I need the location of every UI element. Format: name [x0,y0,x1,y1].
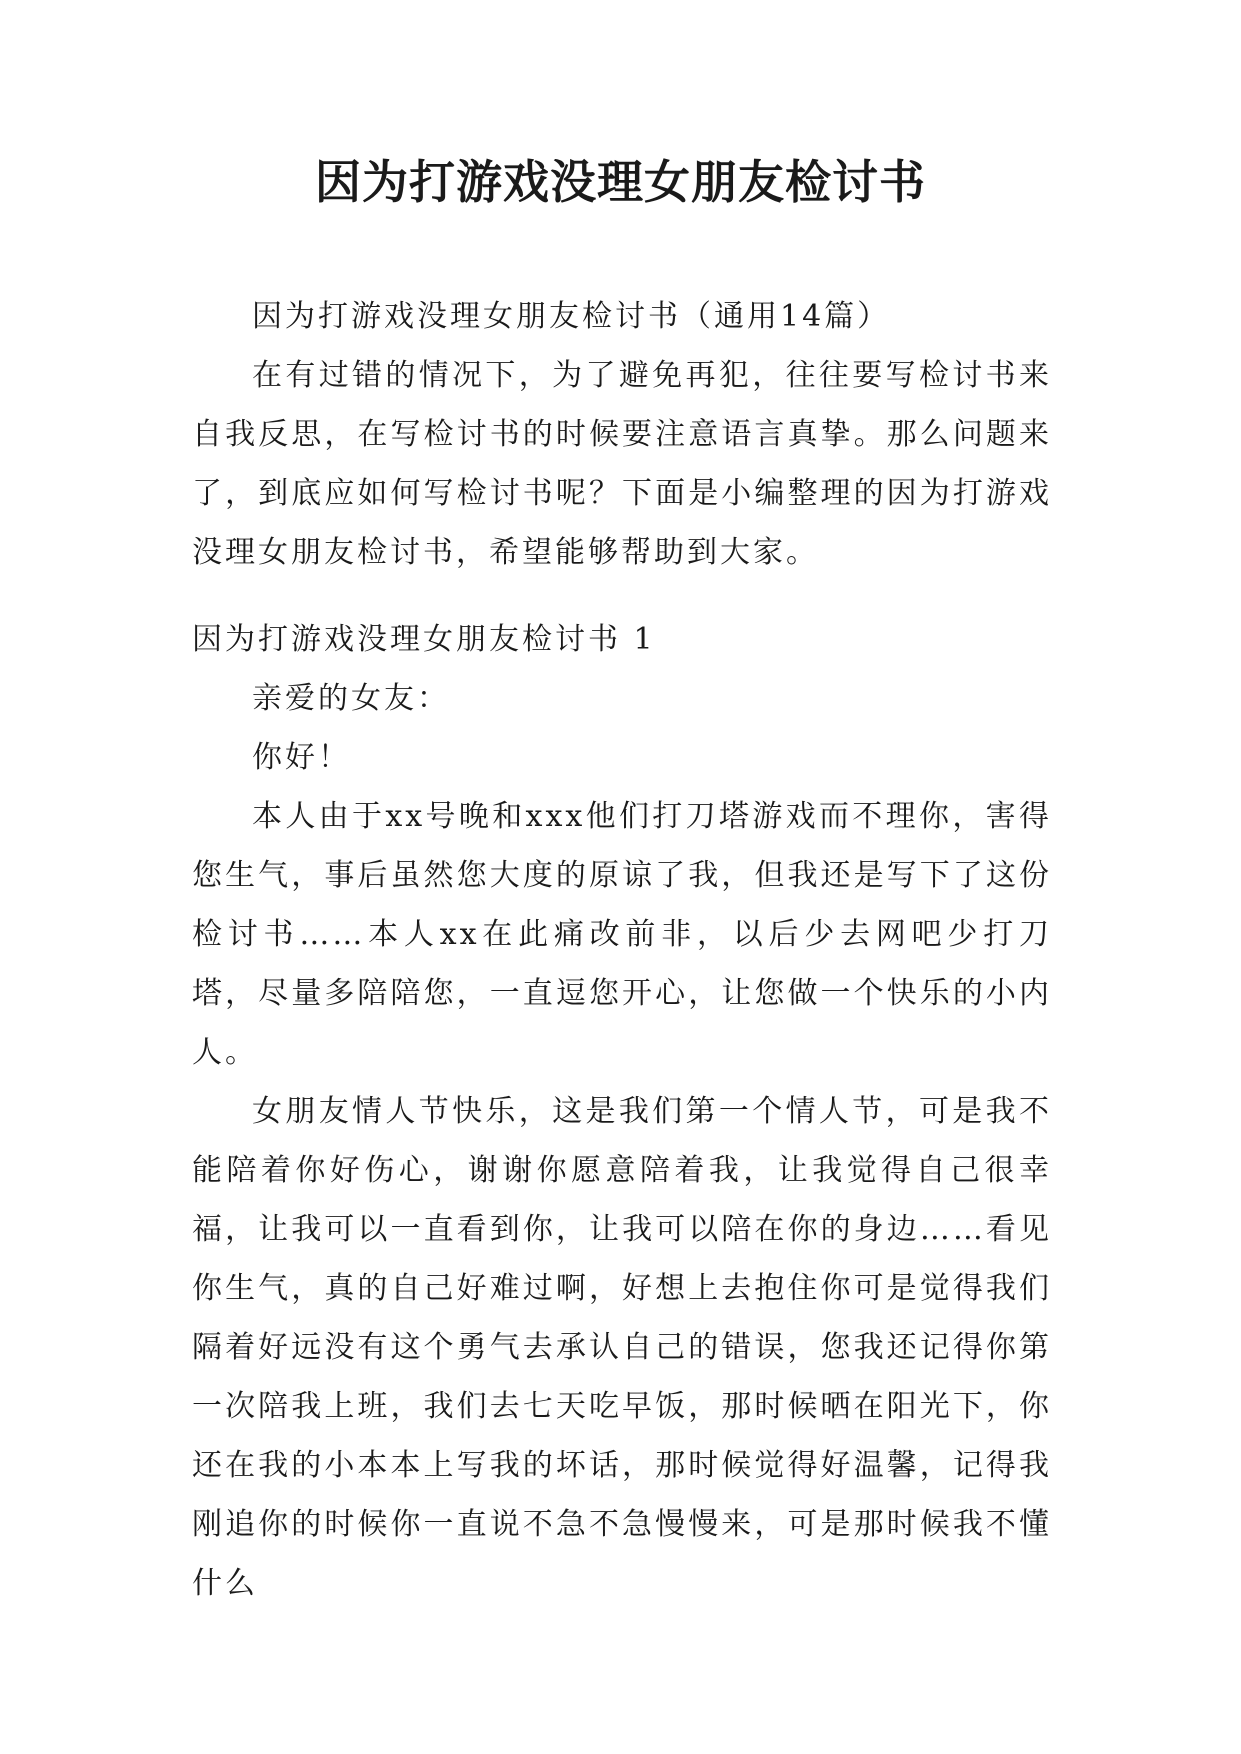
body-paragraph: 本人由于xx号晚和xxx他们打刀塔游戏而不理你，害得您生气，事后虽然您大度的原谅了我，但我还是写下了这份检讨书……本人xx在此痛改前非，以后少去网吧少打刀塔，尽量多陪陪您，一直逗您开心，让您做一个快乐的小内人。 [192,799,1052,1070]
section-heading: 因为打游戏没理女朋友检讨书 1 [192,622,656,657]
document-title: 因为打游戏没理女朋友检讨书 [315,155,926,209]
body-paragraph: 女朋友情人节快乐，这是我们第一个情人节，可是我不能陪着你好伤心，谢谢你愿意陪着我，让我觉得自己很幸福，让我可以一直看到你，让我可以陪在你的身边……看见你生气，真的自己好难过啊，好想上去抱住你可是觉得我们隔着好远没有这个勇气去承认自己的错误，您我还记得你第一次陪我上班，我们去七天吃早饭，那时候晒在阳光下，你还在我的小本本上写我的坏话，那时候觉得好温馨，记得我刚追你的时候你一直说不急不急慢慢来，可是那时候我不懂什么 [192,1094,1052,1601]
subtitle-paragraph: 因为打游戏没理女朋友检讨书（通用14篇） [252,299,891,334]
document-body [192,287,1052,1613]
intro-paragraph: 在有过错的情况下，为了避免再犯，往往要写检讨书来自我反思，在写检讨书的时候要注意语言真挚。那么问题来了，到底应如何写检讨书呢？下面是小编整理的因为打游戏没理女朋友检讨书，希望能够帮助到大家。 [192,358,1052,570]
salutation-paragraph: 亲爱的女友： [252,681,450,716]
greeting-paragraph: 你好！ [252,740,351,775]
